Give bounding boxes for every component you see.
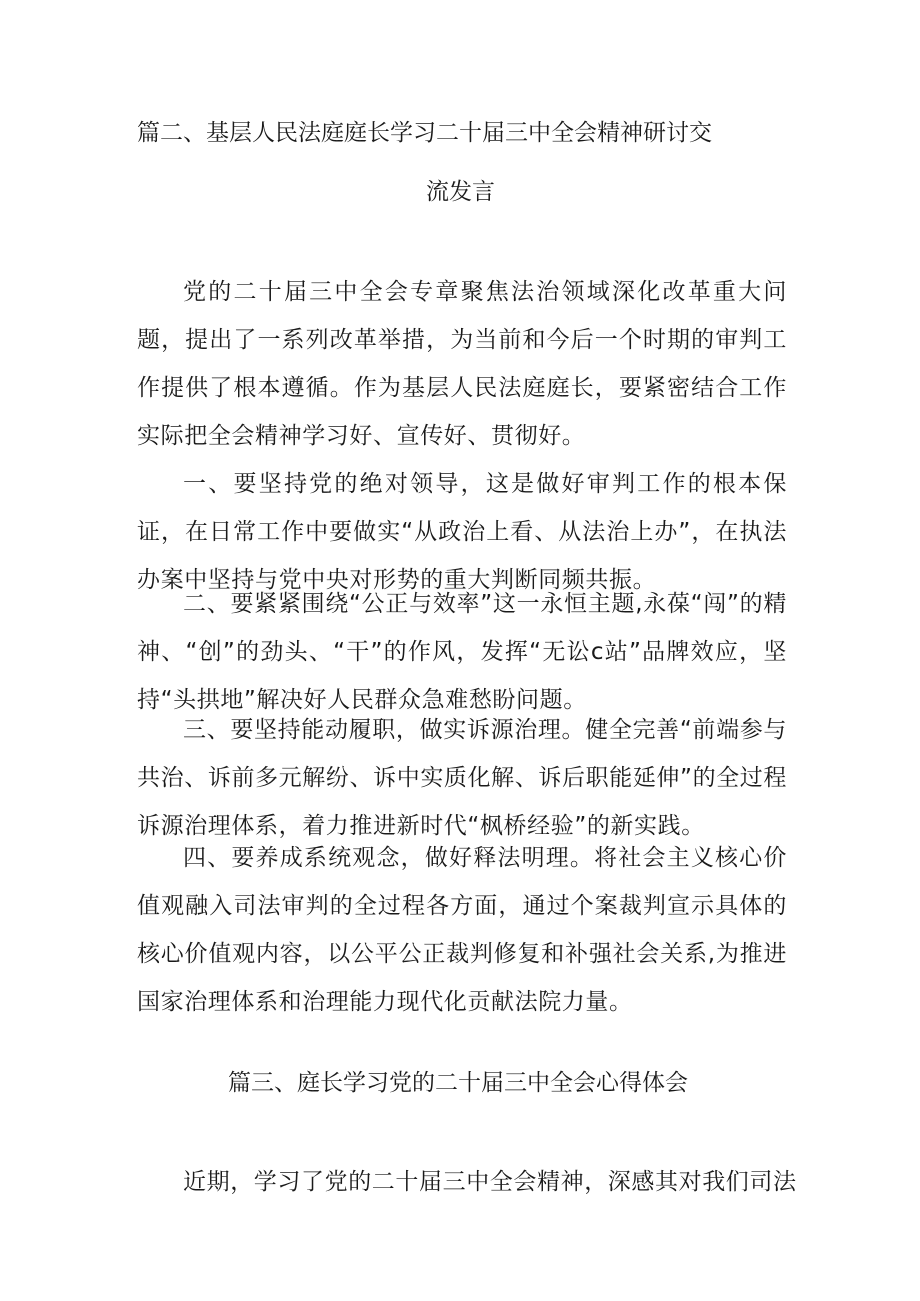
section-2-paragraph-point-3: 三、要坚持能动履职，做实诉源治理。健全完善“前端参与共治、诉前多元解纷、诉中实质化解、诉后职能延伸”的全过程诉源治理体系，着力推进新时代“枫桥经验”的新实践。 bbox=[137, 717, 787, 839]
section-3-paragraph-1: 近期，学习了党的二十届三中全会精神，深感其对我们司法 bbox=[183, 1169, 797, 1195]
section-3-title: 篇三、庭长学习党的二十届三中全会心得体会 bbox=[228, 1070, 688, 1096]
section-2-title-line-1: 篇二、基层人民法庭庭长学习二十届三中全会精神研讨交 bbox=[137, 120, 712, 146]
section-2-paragraph-intro: 党的二十届三中全会专章聚焦法治领域深化改革重大问题，提出了一系列改革举措，为当前和今后一个时期的审判工作提供了根本遵循。作为基层人民法庭庭长，要紧密结合工作实际把全会精神学习好、宣传好、贯彻好。 bbox=[137, 279, 787, 449]
section-2-paragraph-point-1: 一、要坚持党的绝对领导，这是做好审判工作的根本保证，在日常工作中要做实“从政治上看、从法治上办”，在执法办案中坚持与党中央对形势的重大判断同频共振。 bbox=[137, 471, 787, 593]
section-2-paragraph-point-4: 四、要养成系统观念，做好释法明理。将社会主义核心价值观融入司法审判的全过程各方面，通过个案裁判宣示具体的核心价值观内容，以公平公正裁判修复和补强社会关系,为推进国家治理体系和治理能力现代化贡献法院力量。 bbox=[137, 845, 787, 1015]
section-2-paragraph-point-2: 二、要紧紧围绕“公正与效率”这一永恒主题,永葆“闯”的精神、“创”的劲头、“干”的作风，发挥“无讼c站”品牌效应，坚持“头拱地”解决好人民群众急难愁盼问题。 bbox=[137, 591, 787, 713]
section-2-title-line-2: 流发言 bbox=[426, 179, 495, 205]
